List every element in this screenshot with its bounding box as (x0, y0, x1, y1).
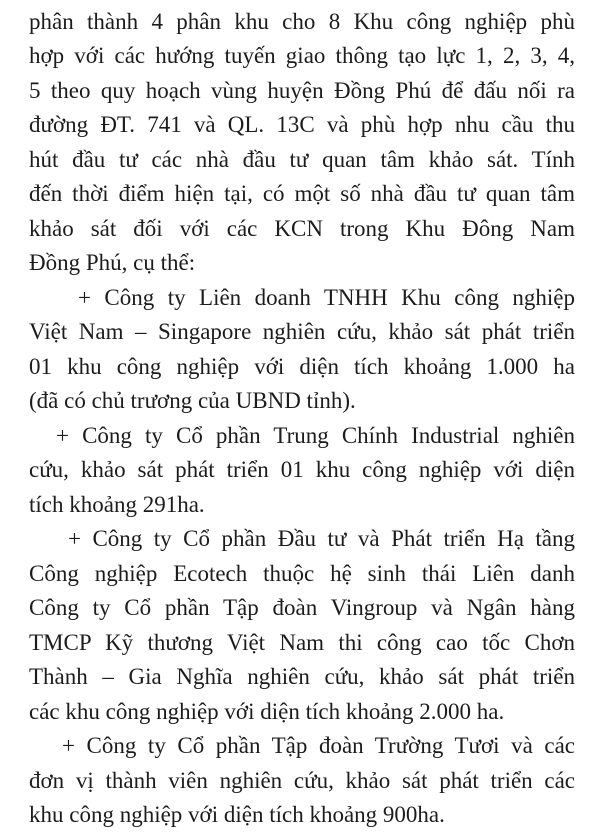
text-line: đến thời điểm hiện tại, có một số nhà đầu tư quan tâm (29, 181, 575, 206)
text-line: + Công ty Liên doanh TNHH Khu công nghiệp (78, 285, 575, 310)
text-line: + Công ty Cổ phần Đầu tư và Phát triển Hạ tầng (68, 526, 575, 551)
text-line: đường ĐT. 741 và QL. 13C và phù hợp nhu cầu thu (29, 112, 575, 137)
text-line: khảo sát đối với các KCN trong Khu Đông Nam (29, 216, 575, 241)
text-line: + Công ty Cổ phần Tập đoàn Trường Tươi và các (62, 733, 575, 758)
text-line: Đồng Phú, cụ thể: (29, 250, 196, 275)
text-line: cứu, khảo sát phát triển 01 khu công nghiệp với diện (29, 457, 575, 482)
text-line: Công ty Cổ phần Tập đoàn Vingroup và Ngân hàng (29, 595, 575, 620)
text-line: Thành – Gia Nghĩa nghiên cứu, khảo sát phát triển (29, 664, 575, 689)
text-line: 5 theo quy hoạch vùng huyện Đồng Phú để đấu nối ra (29, 78, 575, 103)
text-line: các khu công nghiệp với diện tích khoảng 2.000 ha. (29, 699, 505, 724)
text-line: phân thành 4 phân khu cho 8 Khu công nghiệp phù (29, 9, 575, 34)
text-line: + Công ty Cổ phần Trung Chính Industrial nghiên (56, 423, 575, 448)
text-line: (đã có chủ trương của UBND tỉnh). (29, 388, 356, 413)
text-line: Việt Nam – Singapore nghiên cứu, khảo sát phát triển (29, 319, 575, 344)
text-line: khu công nghiệp với diện tích khoảng 900ha. (29, 802, 445, 827)
text-line: tích khoảng 291ha. (29, 492, 205, 517)
text-line: hút đầu tư các nhà đầu tư quan tâm khảo sát. Tính (29, 147, 575, 172)
text-line: TMCP Kỹ thương Việt Nam thi công cao tốc Chơn (29, 630, 575, 655)
text-line: 01 khu công nghiệp với diện tích khoảng 1.000 ha (29, 354, 575, 379)
text-line: Công nghiệp Ecotech thuộc hệ sinh thái Liên danh (29, 561, 575, 586)
text-line: đơn vị thành viên nghiên cứu, khảo sát phát triển các (29, 768, 575, 793)
text-line: hợp với các hướng tuyến giao thông tạo lực 1, 2, 3, 4, (29, 43, 575, 68)
